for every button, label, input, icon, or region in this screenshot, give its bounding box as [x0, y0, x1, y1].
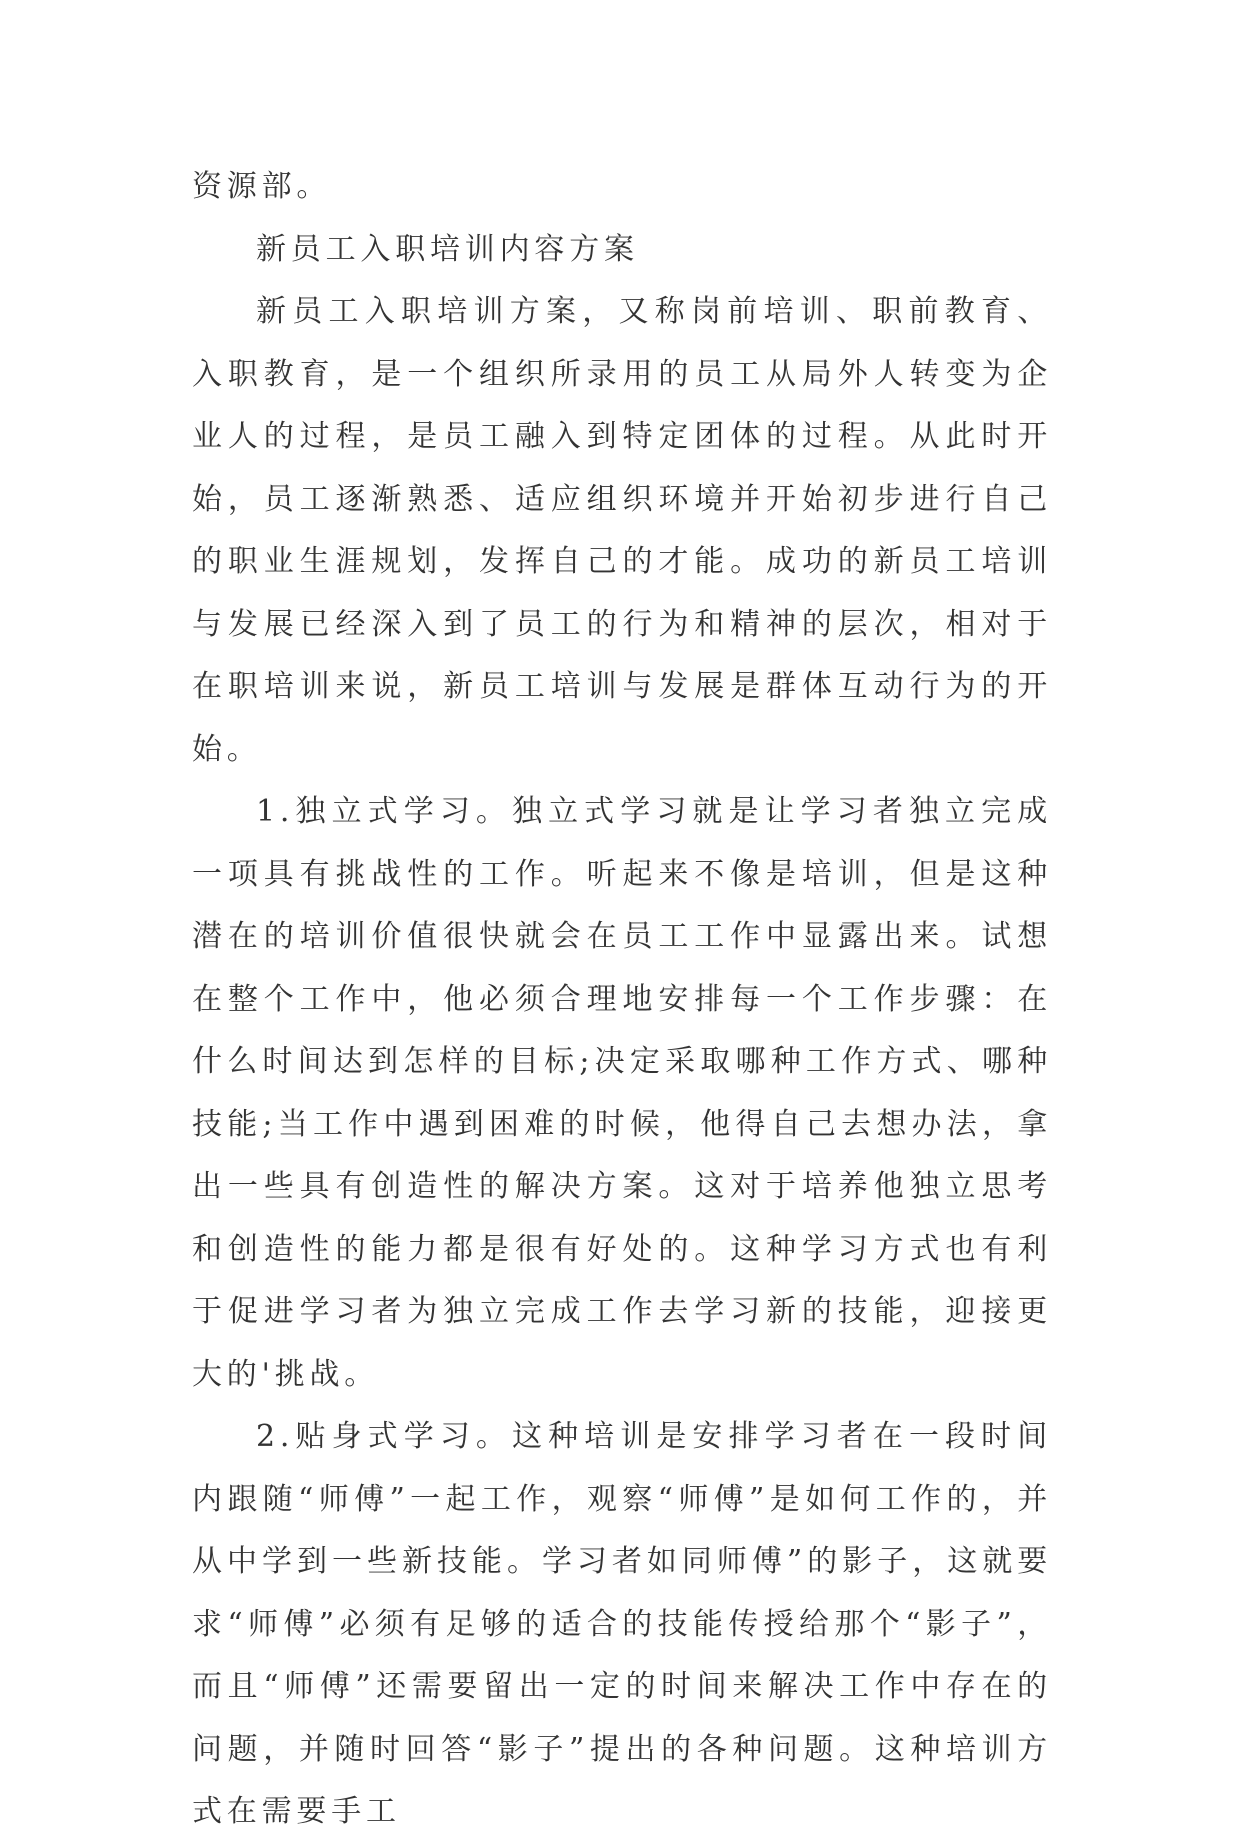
section-heading: 新员工入职培训内容方案: [256, 231, 639, 267]
paragraph-independent-learning: 1.独立式学习。独立式学习就是让学习者独立完成一项具有挑战性的工作。听起来不像是培训，但是这种潜在的培训价值很快就会在员工工作中显露出来。试想在整个工作中，他必须合理地安排每一个工作步骤：在什么时间达到怎样的目标;决定采取哪种工作方式、哪种技能;当工作中遇到困难的时候，他得自己去想办法，拿出一些具有创造性的解决方案。这对于培养他独立思考和创造性的能力都是很有好处的。这种学习方式也有利于促进学习者为独立完成工作去学习新的技能，迎接更大的'挑战。: [192, 794, 1052, 1392]
paragraph-continuation: 资源部。: [192, 169, 332, 204]
document-body: [192, 156, 1052, 1844]
paragraph-intro: 新员工入职培训方案，又称岗前培训、职前教育、入职教育，是一个组织所录用的员工从局外人转变为企业人的过程，是员工融入到特定团体的过程。从此时开始，员工逐渐熟悉、适应组织环境并开始初步进行自己的职业生涯规划，发挥自己的才能。成功的新员工培训与发展已经深入到了员工的行为和精神的层次，相对于在职培训来说，新员工培训与发展是群体互动行为的开始。: [192, 294, 1052, 767]
paragraph-shadow-learning: 2.贴身式学习。这种培训是安排学习者在一段时间内跟随“师傅”一起工作，观察“师傅”是如何工作的，并从中学到一些新技能。学习者如同师傅”的影子，这就要求“师傅”必须有足够的适合的技能传授给那个“影子”，而且“师傅”还需要留出一定的时间来解决工作中存在的问题，并随时回答“影子”提出的各种问题。这种培训方式在需要手工: [192, 1419, 1052, 1829]
